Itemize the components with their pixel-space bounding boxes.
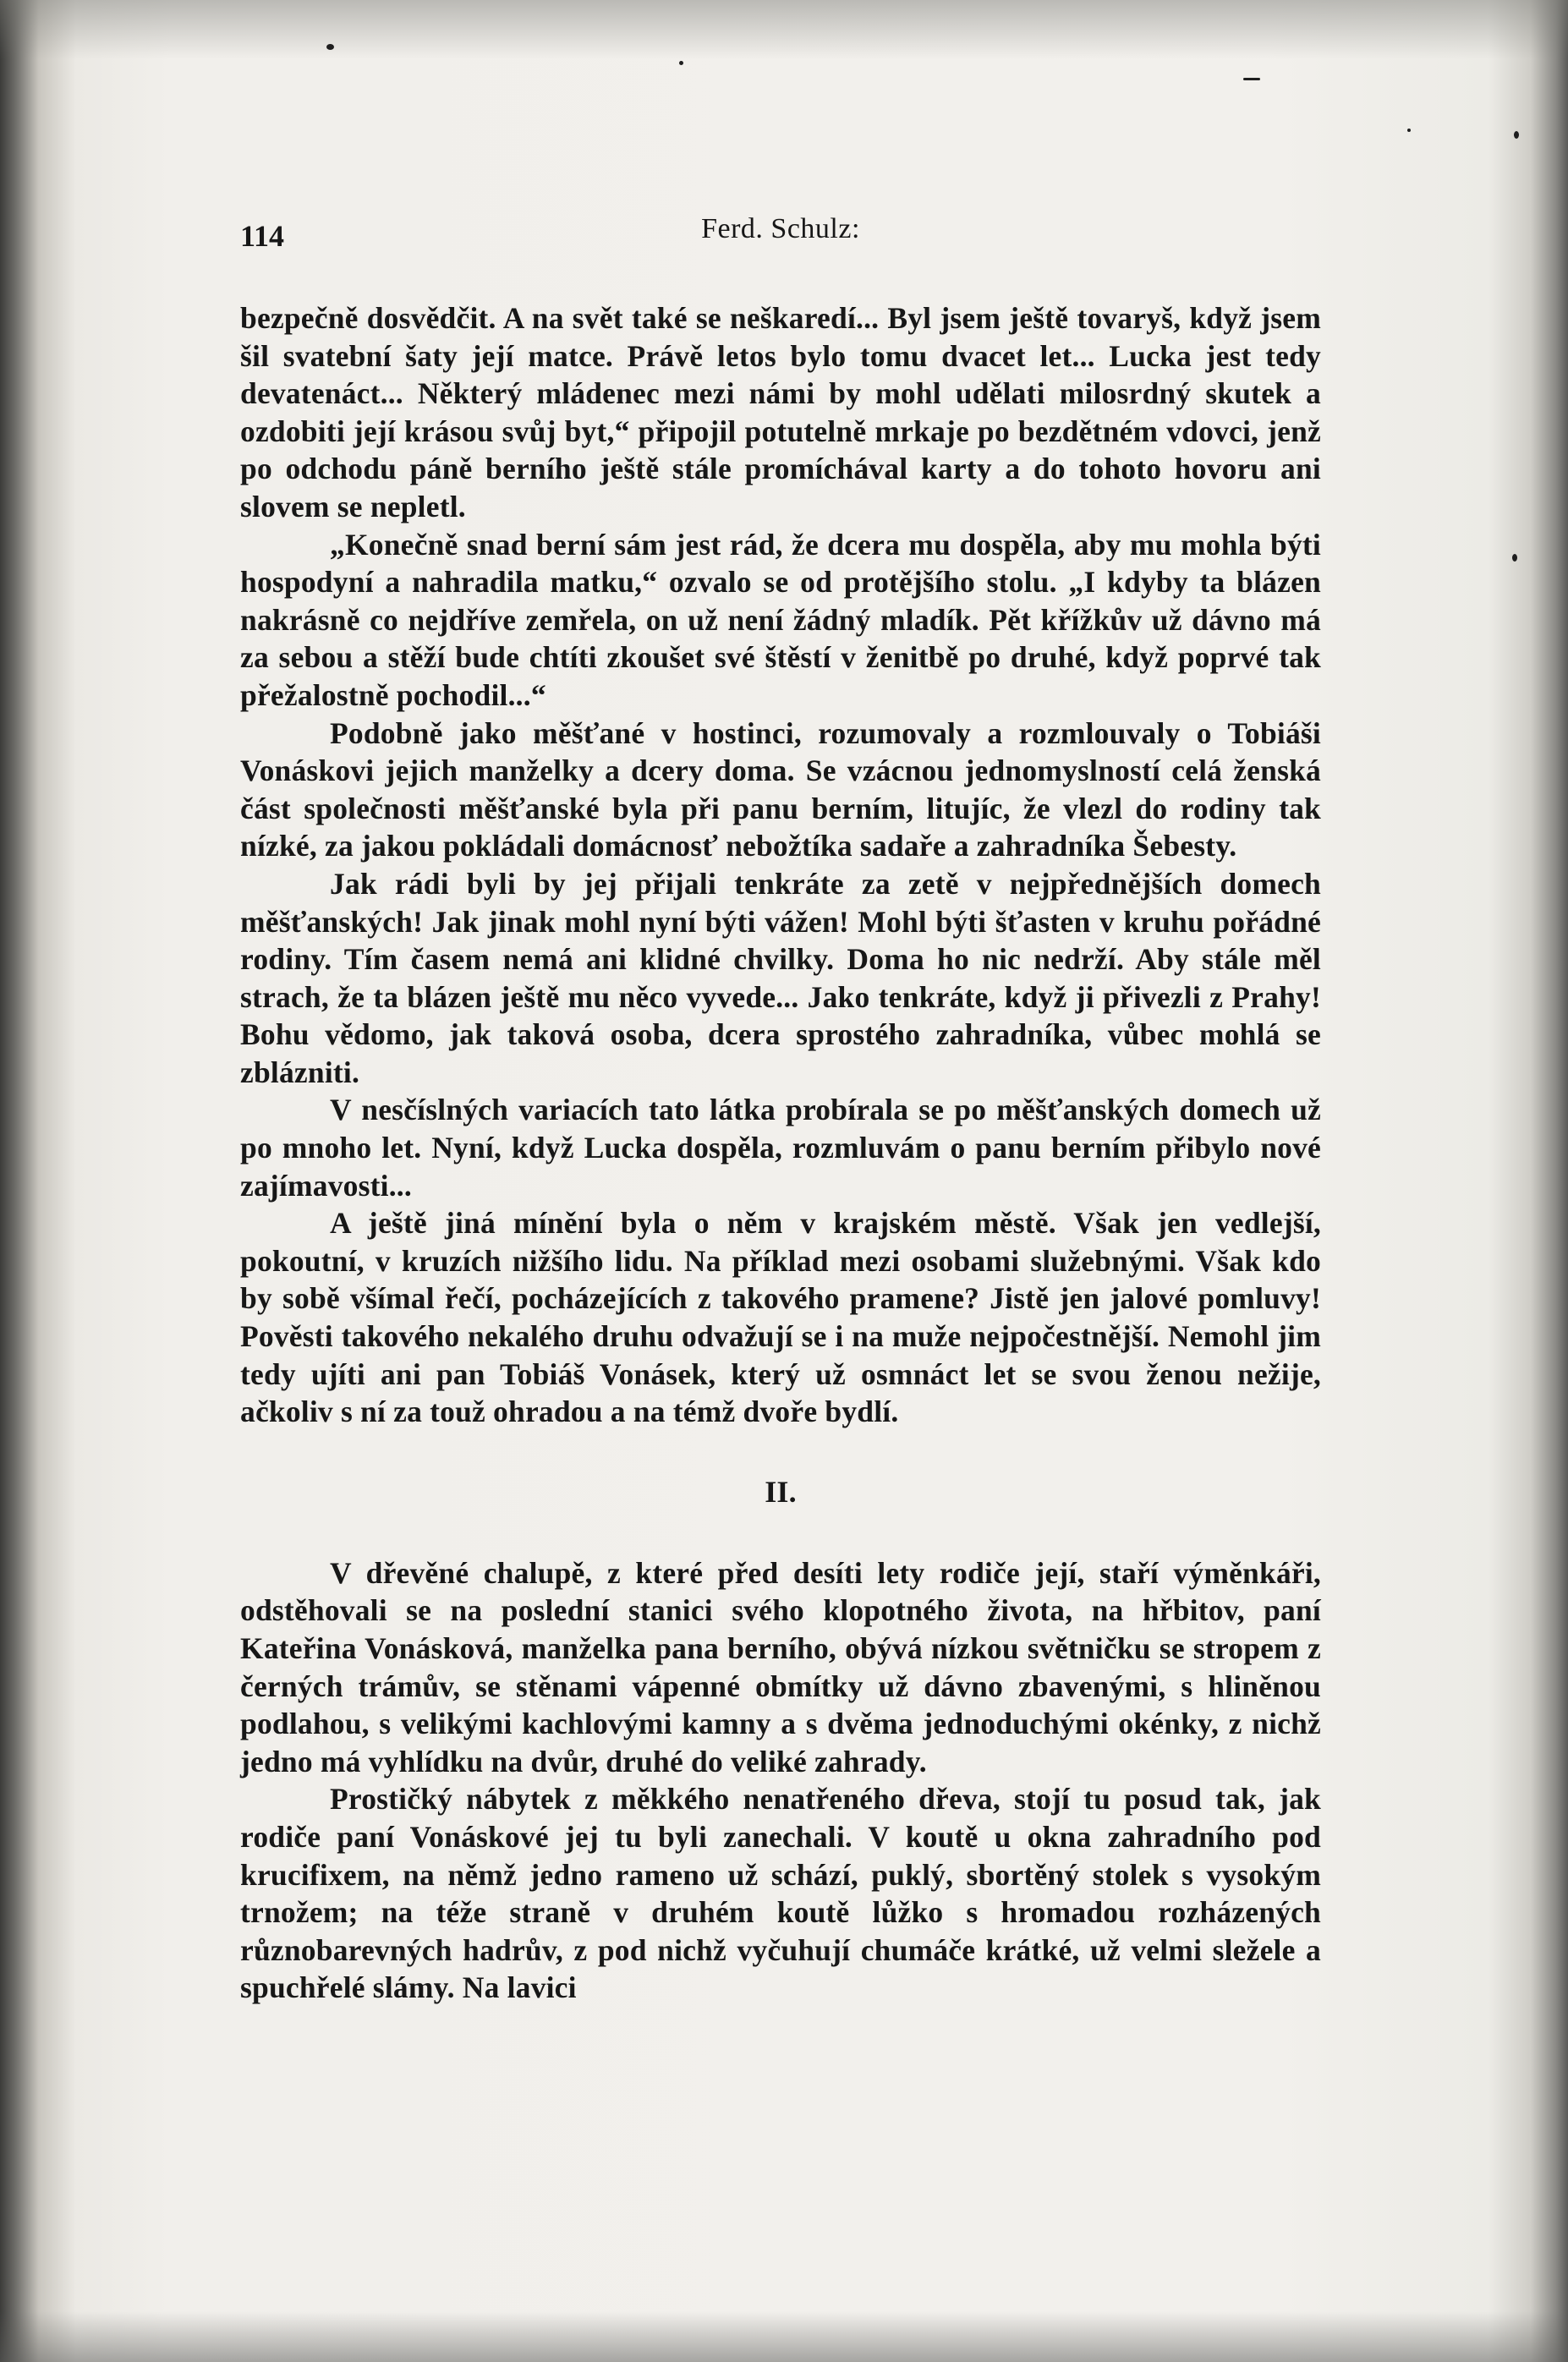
paragraph: A ještě jiná mínění byla o něm v krajském městě. Však jen vedlejší, pokoutní, v kruzích nižšího lidu. Na příklad mezi osobami služebnými. Však kdo by sobě všímal řečí, pocházejících z takového pramene? Jistě jen jalové pomluvy! Pověsti takového nekalého druhu odvažují se i na muže nejpočestnější. Nemohl jim tedy ujíti ani pan Tobiáš Vonásek, který už osmnáct let se svou ženou nežije, ačkoliv s ní za touž ohradou a na témž dvoře bydlí.	[240, 1206, 1321, 1429]
scan-speck	[1514, 131, 1519, 139]
paragraph: bezpečně dosvědčit. A na svět také se neškaredí... Byl jsem ještě tovaryš, když jsem šil svatební šaty její matce. Právě letos bylo tomu dvacet let... Lucka jest tedy devatenáct... Některý mládenec mezi námi by mohl udělati milosrdný skutek a ozdobiti její krásou svůj byt,“ připojil potutelně mrkaje po bezdětném vdovci, jenž po odchodu páně berního ještě stále promíchával karty a do tohoto hovoru ani slovem se nepletl.	[240, 301, 1321, 523]
scan-speck	[1512, 554, 1517, 562]
scan-speck	[1243, 78, 1260, 80]
scan-shadow-bottom	[0, 2311, 1568, 2362]
scan-speck	[326, 44, 334, 50]
book-page	[240, 211, 1321, 2007]
paragraph: „Konečně snad berní sám jest rád, že dcera mu dospěla, aby mu mohla býti hospodyní a nahradila matku,“ ozvalo se od protějšího stolu. „I kdyby ta blázen nakrásně co nejdříve zemřela, on už není žádný mladík. Pět křížkův už dávno má za sebou a stěží bude chtíti zkoušet své štěstí v ženitbě po druhé, když poprvé tak přežalostně pochodil...“	[240, 527, 1321, 712]
running-head: Ferd. Schulz:	[701, 213, 860, 244]
scan-speck	[1407, 129, 1411, 132]
paragraph: Jak rádi byli by jej přijali tenkráte za zetě v nejpřednějších domech měšťanských! Jak jinak mohl nyní býti vážen! Mohl býti šťasten v kruhu pořádné rodiny. Tím časem nemá ani klidné chvilky. Doma ho nic nedrží. Aby stále měl strach, že ta blázen ještě mu něco vyvede... Jako tenkráte, když ji přivezli z Prahy! Bohu vědomo, jak taková osoba, dcera sprostého zahradníka, vůbec mohlá se zblázniti.	[240, 866, 1321, 1089]
paragraph: V dřevěné chalupě, z které před desíti lety rodiče její, staří výměnkáři, odstěhovali se na poslední stanici svého klopotného života, na hřbitov, paní Kateřina Vonásková, manželka pana berního, obývá nízkou světničku se stropem z černých trámův, se stěnami vápenné obmítky už dávno zbavenými, s hliněnou podlahou, s velikými kachlovými kamny a s dvěma jednoduchými okénky, z nichž jedno má vyhlídku na dvůr, druhé do veliké zahrady.	[240, 1555, 1321, 1778]
section-heading: II.	[765, 1474, 797, 1509]
scan-speck	[679, 61, 683, 65]
paragraph: V nesčíslných variacích tato látka probírala se po měšťanských domech už po mnoho let. Nyní, když Lucka dospěla, rozmluvám o panu berním přibylo nové zajímavosti...	[240, 1093, 1321, 1203]
page-number: 114	[240, 219, 285, 253]
page-header	[240, 211, 1321, 262]
body-text	[240, 299, 1321, 2007]
scan-shadow-top	[0, 0, 1568, 59]
paragraph: Prostičký nábytek z měkkého nenatřeného dřeva, stojí tu posud tak, jak rodiče paní Vonáskové jej tu byli zanechali. V koutě u okna zahradního pod krucifixem, na němž jedno rameno už schází, puklý, sbortěný stolek s vysokým trnožem; na téže straně v druhém koutě lůžko s hromadou rozházených různobarevných hadrův, z pod nichž vyčuhují chumáče krátké, už velmi sležele a spuchřelé slámy. Na lavici	[240, 1782, 1321, 2005]
paragraph: Podobně jako měšťané v hostinci, rozumovaly a rozmlouvaly o Tobiáši Vonáskovi jejich manželky a dcery doma. Se vzácnou jednomyslností celá ženská část společnosti měšťanské byla při panu berním, litujíc, že vlezl do rodiny tak nízké, za jakou pokládali domácnosť nebožtíka sadaře a zahradníka Šebesty.	[240, 715, 1321, 863]
